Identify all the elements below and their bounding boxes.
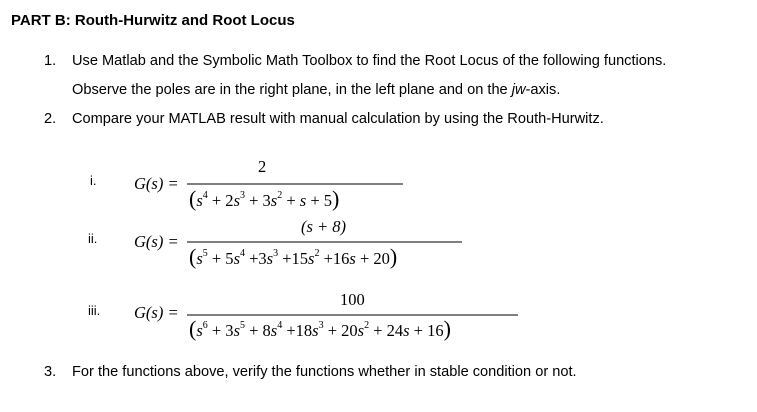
equation-3-label: iii.: [88, 303, 101, 318]
item-1-line-2-start: Observe the poles are in the right plane, in the left plane and on the: [72, 82, 512, 98]
item-2-line-1: Compare your MATLAB result with manual calculation by using the Routh-Hurwitz.: [72, 111, 604, 127]
svg-text:(s4 + 2s3 + 3s2 + s + 5): $(s^4 + 2s^3 + 3s^2 + s + 5)$: [189, 186, 340, 211]
item-3-number: 3.: [44, 364, 57, 380]
svg-text:(s6 + 3s5 + 8s4 +18s3 + 20s2 +: $(s^6 + 3s^5 + 8s^4 +18s^3 + 20s^2 + 24s + 16)$: [189, 316, 451, 341]
item-1-line-2-end: -axis.: [525, 82, 561, 98]
item-2-number: 2.: [44, 111, 57, 127]
equation-3-lhs: G(s) =: [134, 303, 179, 322]
equation-3-numerator: 100: [340, 290, 365, 309]
svg-text:(s5 + 5s4 +3s3 +15s2 +16s + 20: $(s^5 + 5s^4 +3s^3 +15s^2 +16s + 20)$: [189, 244, 398, 269]
section-title: PART B: Routh-Hurwitz and Root Locus: [11, 12, 295, 29]
item-1-line-2-italic: jw: [511, 82, 526, 98]
equation-3: [134, 290, 518, 341]
equation-2-denominator: [189, 244, 397, 269]
equation-2: [134, 217, 462, 269]
item-3-line-1: For the functions above, verify the functions whether in stable condition or not.: [72, 364, 577, 380]
equation-2-label: ii.: [88, 231, 98, 246]
equation-2-numerator: (s + 8): [301, 217, 347, 236]
item-1-number: 1.: [44, 53, 57, 69]
equation-1: [134, 157, 403, 211]
equation-3-denominator: [189, 316, 451, 341]
equation-1-lhs: G(s) =: [134, 174, 179, 193]
equation-1-label: i.: [90, 173, 97, 188]
equation-1-denominator: [189, 186, 339, 211]
equation-2-lhs: G(s) =: [134, 232, 179, 251]
item-1-line-1: Use Matlab and the Symbolic Math Toolbox to find the Root Locus of the following functions.: [72, 53, 667, 69]
equation-1-numerator: 2: [258, 157, 267, 176]
